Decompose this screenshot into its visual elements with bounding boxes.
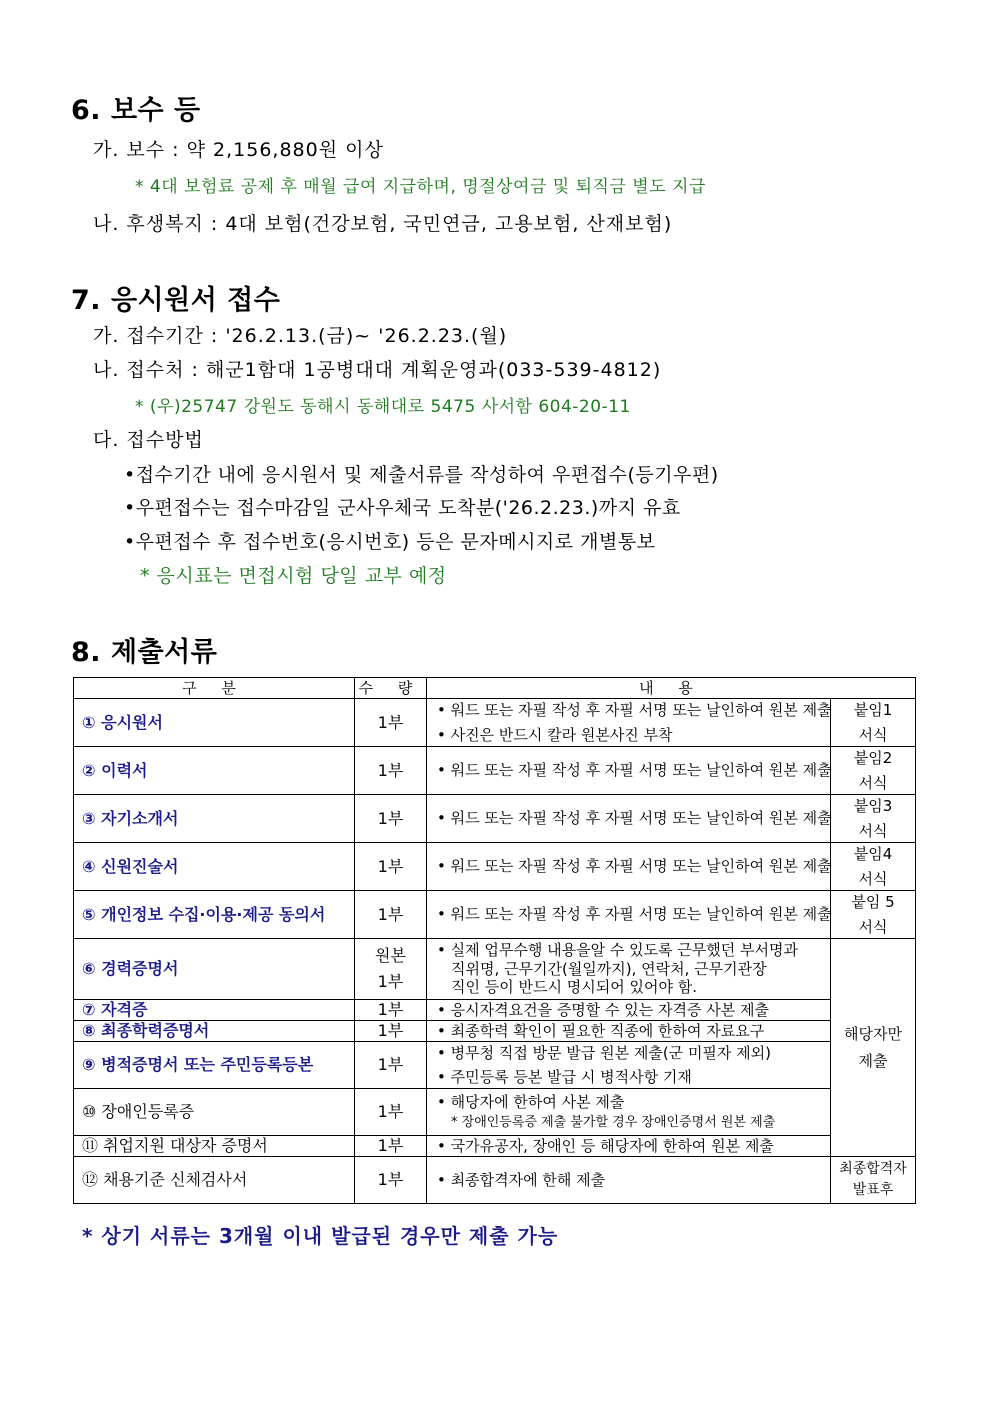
remark-line: 발표후 — [852, 1182, 894, 1198]
content-line: • 최종학력 확인이 필요한 직종에 한하여 자료요구 — [437, 1021, 765, 1040]
content-line: • 응시자격요건을 증명할 수 있는 자격증 사본 제출 — [437, 1000, 770, 1019]
doc-content — [427, 891, 831, 939]
doc-name: ④ 신원진술서 — [74, 843, 355, 891]
content-line: • 최종합격자에 한해 제출 — [437, 1170, 606, 1189]
section-8-title: 8. 제출서류 — [71, 637, 218, 668]
header-category: 구 분 — [74, 678, 355, 699]
doc-name: ③ 자기소개서 — [74, 795, 355, 843]
section-7-title: 7. 응시원서 접수 — [71, 285, 281, 316]
doc-remark — [831, 795, 916, 843]
table-row — [74, 939, 916, 1000]
remark-line: 서식 — [858, 773, 888, 792]
remark-line: 붙임1 — [853, 700, 893, 719]
table-row — [74, 1157, 916, 1204]
content-line: • 워드 또는 자필 작성 후 자필 서명 또는 날인하여 원본 제출 — [437, 809, 832, 828]
doc-remark — [831, 699, 916, 747]
method-item: •우편접수는 접수마감일 군사우체국 도착분('26.2.23.)까지 유효 — [124, 497, 681, 519]
table-row — [74, 747, 916, 795]
table-row — [74, 1042, 916, 1089]
doc-qty: 1부 — [355, 1042, 427, 1089]
remark-line: 붙임 5 — [851, 892, 895, 911]
doc-name: ⑨ 병적증명서 또는 주민등록등본 — [74, 1042, 355, 1089]
footnote: * 상기 서류는 3개월 이내 발급된 경우만 제출 가능 — [82, 1224, 559, 1248]
content-line: • 워드 또는 자필 작성 후 자필 서명 또는 날인하여 원본 제출 — [437, 905, 832, 924]
qty-line: 원본 — [375, 946, 406, 965]
doc-remark — [831, 747, 916, 795]
table-row — [74, 1000, 916, 1021]
remark-line: 서식 — [858, 917, 888, 936]
salary-note: * 4대 보험료 공제 후 매월 급여 지급하며, 명절상여금 및 퇴직금 별도 지급 — [135, 177, 706, 197]
doc-qty — [355, 939, 427, 1000]
doc-name: ⑩ 장애인등록증 — [74, 1089, 355, 1136]
salary-line: 가. 보수 : 약 2,156,880원 이상 — [93, 139, 384, 161]
doc-content — [427, 699, 831, 747]
remark-line: 제출 — [858, 1051, 888, 1070]
merged-remark — [831, 939, 916, 1157]
doc-qty: 1부 — [355, 1021, 427, 1042]
method-item: •접수기간 내에 응시원서 및 제출서류를 작성하여 우편접수(등기우편) — [124, 464, 719, 486]
qty-line: 1부 — [377, 972, 404, 991]
address-note: * (우)25747 강원도 동해시 동해대로 5475 사서함 604-20-11 — [135, 397, 631, 417]
remark-line: 붙임4 — [853, 844, 893, 863]
remark-line: 붙임3 — [853, 796, 893, 815]
doc-name: ⑧ 최종학력증명서 — [74, 1021, 355, 1042]
content-line: 직위명, 근무기간(월일까지), 연락처, 근무기관장 — [451, 959, 767, 978]
doc-content — [427, 795, 831, 843]
remark-line: 붙임2 — [853, 748, 893, 767]
header-content: 내 용 — [427, 678, 916, 699]
table-row — [74, 1089, 916, 1136]
table-row — [74, 699, 916, 747]
doc-content — [427, 1089, 831, 1136]
doc-remark — [831, 891, 916, 939]
content-line: • 워드 또는 자필 작성 후 자필 서명 또는 날인하여 원본 제출 — [437, 761, 832, 780]
doc-qty: 1부 — [355, 891, 427, 939]
doc-qty: 1부 — [355, 843, 427, 891]
doc-name: ⑫ 채용기준 신체검사서 — [74, 1157, 355, 1204]
doc-name: ⑤ 개인정보 수집·이용·제공 동의서 — [74, 891, 355, 939]
doc-qty: 1부 — [355, 1089, 427, 1136]
table-row — [74, 795, 916, 843]
doc-content — [427, 1021, 831, 1042]
content-line: • 사진은 반드시 칼라 원본사진 부착 — [437, 725, 673, 744]
table-row — [74, 1136, 916, 1157]
header-quantity: 수 량 — [355, 678, 427, 699]
table-row — [74, 1021, 916, 1042]
doc-content — [427, 939, 831, 1000]
doc-content — [427, 747, 831, 795]
doc-content — [427, 1000, 831, 1021]
content-line: * 장애인등록증 제출 불가할 경우 장애인증명서 원본 제출 — [451, 1115, 776, 1131]
section-6-title: 6. 보수 등 — [71, 95, 201, 126]
remark-line: 최종합격자 — [839, 1160, 907, 1177]
content-line: 직인 등이 반드시 명시되어 있어야 함. — [451, 978, 697, 997]
doc-name: ⑪ 취업지원 대상자 증명서 — [74, 1136, 355, 1157]
content-line: • 주민등록 등본 발급 시 병적사항 기재 — [437, 1067, 692, 1086]
method-heading: 다. 접수방법 — [93, 429, 204, 451]
content-line: • 병무청 직접 방문 발급 원본 제출(군 미필자 제외) — [437, 1043, 772, 1062]
content-line: • 워드 또는 자필 작성 후 자필 서명 또는 날인하여 원본 제출 — [437, 857, 832, 876]
doc-qty: 1부 — [355, 795, 427, 843]
content-line: • 국가유공자, 장애인 등 해당자에 한하여 원본 제출 — [437, 1136, 774, 1155]
doc-name: ② 이력서 — [74, 747, 355, 795]
doc-content — [427, 1136, 831, 1157]
place-line: 나. 접수처 : 해군1함대 1공병대대 계획운영과(033-539-4812) — [93, 359, 662, 381]
doc-content — [427, 1157, 831, 1204]
remark-line: 서식 — [858, 821, 888, 840]
table-header-row — [74, 678, 916, 699]
content-line: • 워드 또는 자필 작성 후 자필 서명 또는 날인하여 원본 제출 — [437, 700, 832, 719]
remark-line: 서식 — [858, 869, 888, 888]
doc-qty: 1부 — [355, 1136, 427, 1157]
period-line: 가. 접수기간 : '26.2.13.(금)~ '26.2.23.(월) — [93, 325, 508, 347]
content-line: • 실제 업무수행 내용을알 수 있도록 근무했던 부서명과 — [437, 940, 799, 959]
doc-qty: 1부 — [355, 1000, 427, 1021]
welfare-line: 나. 후생복지 : 4대 보험(건강보험, 국민연금, 고용보험, 산재보험) — [93, 213, 673, 235]
content-line: • 해당자에 한하여 사본 제출 — [437, 1092, 625, 1111]
table-row — [74, 843, 916, 891]
doc-remark — [831, 1157, 916, 1204]
doc-qty: 1부 — [355, 747, 427, 795]
doc-content — [427, 843, 831, 891]
doc-name: ① 응시원서 — [74, 699, 355, 747]
doc-qty: 1부 — [355, 1157, 427, 1204]
method-item: •우편접수 후 접수번호(응시번호) 등은 문자메시지로 개별통보 — [124, 531, 656, 553]
table-row — [74, 891, 916, 939]
ticket-note: * 응시표는 면접시험 당일 교부 예정 — [140, 565, 447, 587]
remark-line: 서식 — [858, 725, 888, 744]
doc-name: ⑥ 경력증명서 — [74, 939, 355, 1000]
remark-line: 해당자만 — [844, 1024, 902, 1043]
doc-name: ⑦ 자격증 — [74, 1000, 355, 1021]
documents-table — [73, 677, 916, 1204]
doc-remark — [831, 843, 916, 891]
doc-content — [427, 1042, 831, 1089]
doc-qty: 1부 — [355, 699, 427, 747]
